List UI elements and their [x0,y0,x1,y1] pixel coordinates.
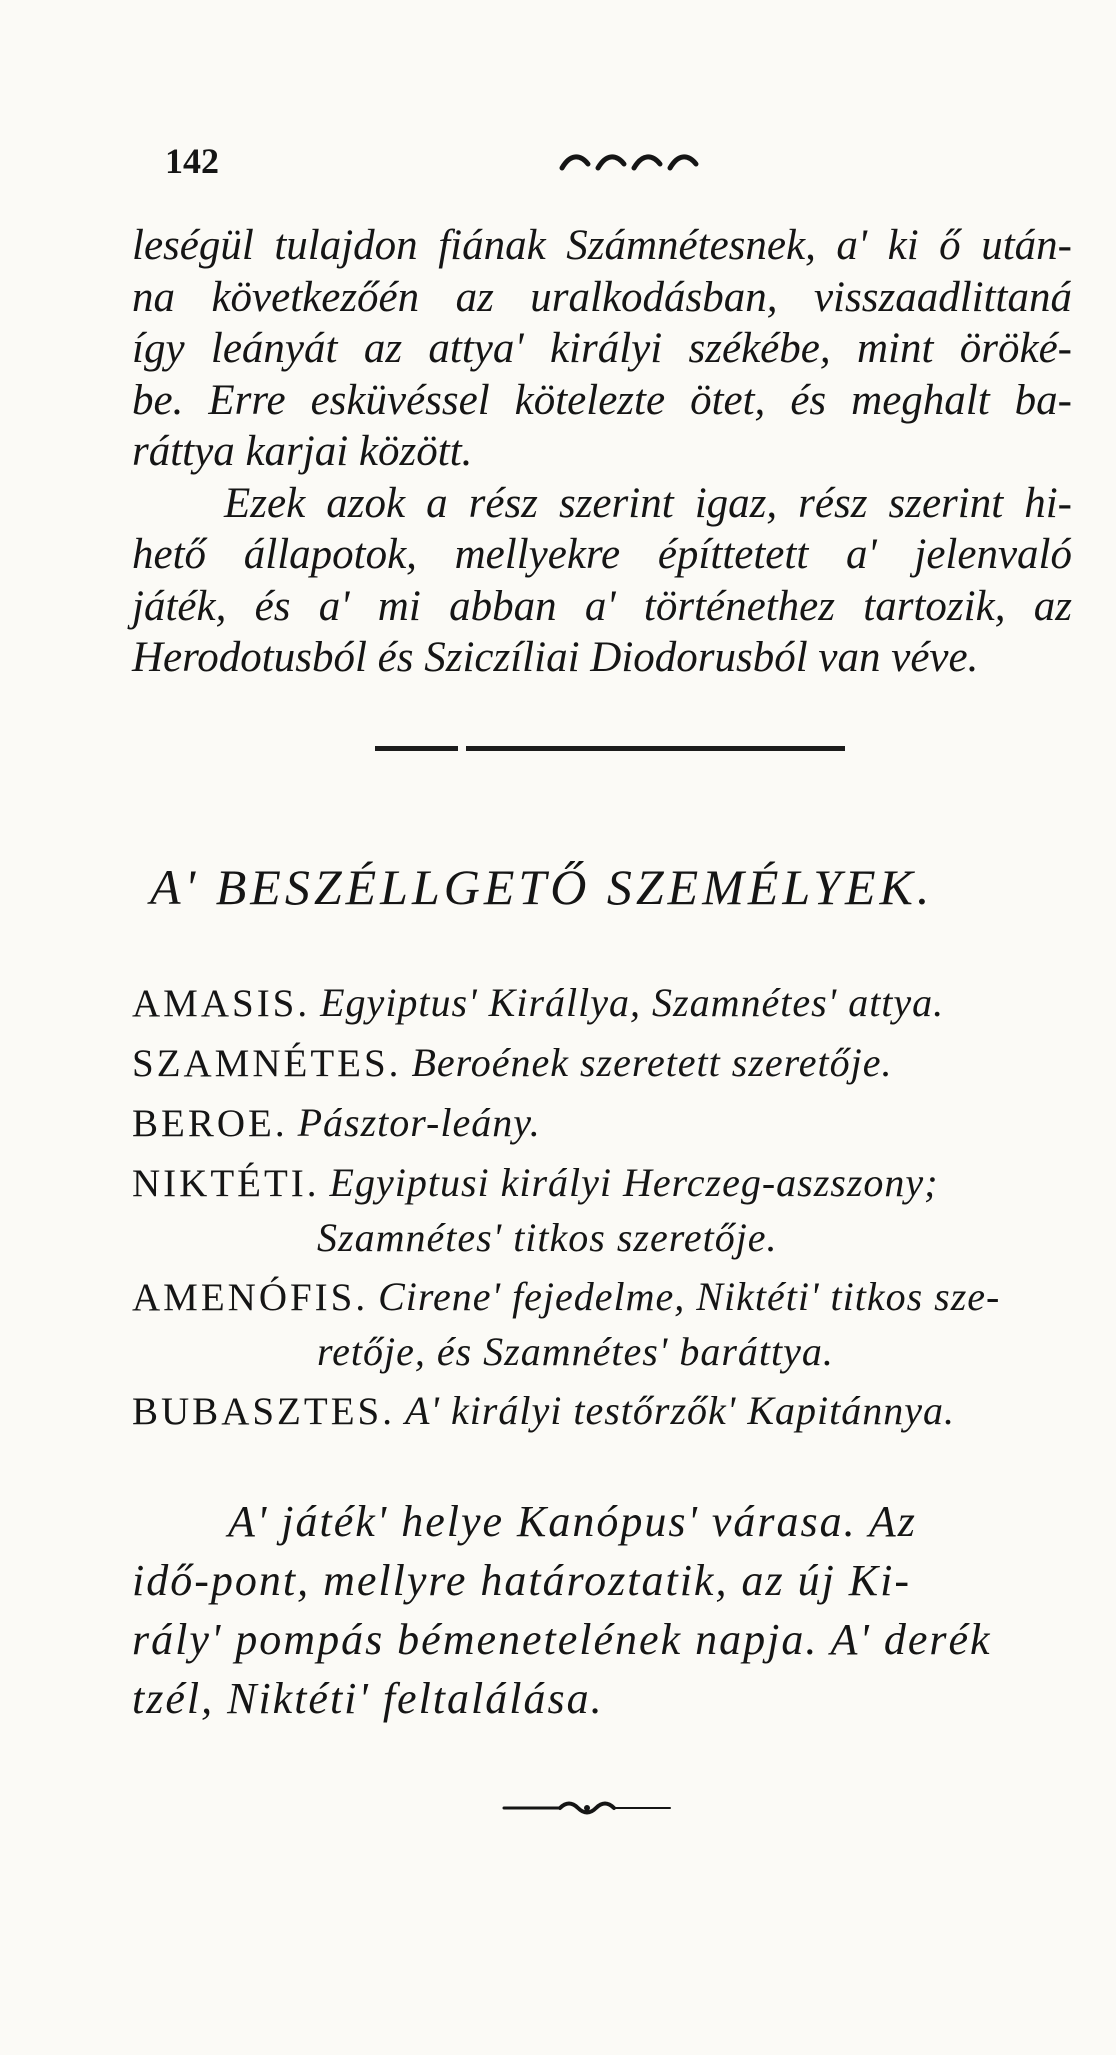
cast-entry [132,1384,1092,1439]
character-name: BEROE. [132,1102,288,1145]
character-name: AMENÓFIS. [132,1276,369,1319]
setting-line: tzél, Niktéti' feltalálása. [132,1674,604,1723]
prose-line: Herodotusból és Sziczíliai Diodorusból van véve. [132,634,979,681]
cast-entry [132,1270,1092,1379]
character-description: Cirene' fejedelme, Niktéti' titkos sze- [378,1274,1001,1319]
character-name: SZAMNÉTES. [132,1042,402,1085]
cast-entry [132,1156,1092,1265]
ornament-flourish-icon [558,150,708,176]
cast-list [132,976,1092,1439]
character-name: BUBASZTES. [132,1390,395,1433]
cast-entry [132,1036,1092,1091]
prose-passage [132,220,1072,684]
setting-line: idő-pont, mellyre határoztatik, az új Ki- [132,1556,912,1605]
ornament-tailpiece-icon [500,1800,680,1816]
character-description: Egyiptus' Királlya, Szamnétes' attya. [320,980,945,1025]
character-description: Pásztor-leány. [297,1100,541,1145]
prose-line: így leányát az attya' királyi székébe, mint öröké- [132,325,1072,372]
prose-line: na következőén az uralkodásban, visszaadlittaná [132,273,1072,321]
character-description: Egyiptusi királyi Herczeg-aszszony; [329,1160,939,1205]
prose-line: játék, és a' mi abban a' történethez tartozik, az [132,582,1072,630]
cast-entry [132,976,1092,1031]
character-name: NIKTÉTI. [132,1162,320,1205]
cast-title: A' BESZÉLLGETŐ SZEMÉLYEK. [150,859,934,915]
character-description-continued: Szamnétes' titkos szeretője. [317,1215,778,1260]
setting-line: A' játék' helye Kanópus' várasa. Az [228,1497,917,1546]
character-description-continued: retője, és Szamnétes' baráttya. [317,1329,834,1374]
character-name: AMASIS. [132,982,311,1025]
prose-line: hető állapotok, mellyekre építtetett a' jelenvaló [132,531,1072,578]
character-description: Beroének szeretett szeretője. [411,1040,893,1085]
prose-line: leségül tulajdon fiának Számnétesnek, a' ki ő után- [132,222,1072,269]
setting-note [132,1492,1092,1728]
page-number: 142 [165,141,219,181]
cast-entry [132,1096,1092,1151]
setting-line: rály' pompás bémenetelének napja. A' derék [132,1615,992,1664]
character-description: A' királyi testőrzők' Kapitánnya. [404,1388,956,1433]
prose-line: ráttya karjai között. [132,428,473,475]
section-divider [375,746,845,751]
prose-line: be. Erre esküvéssel kötelezte ötet, és meghalt ba- [132,376,1072,424]
prose-line: Ezek azok a rész szerint igaz, rész szerint hi- [224,479,1072,527]
